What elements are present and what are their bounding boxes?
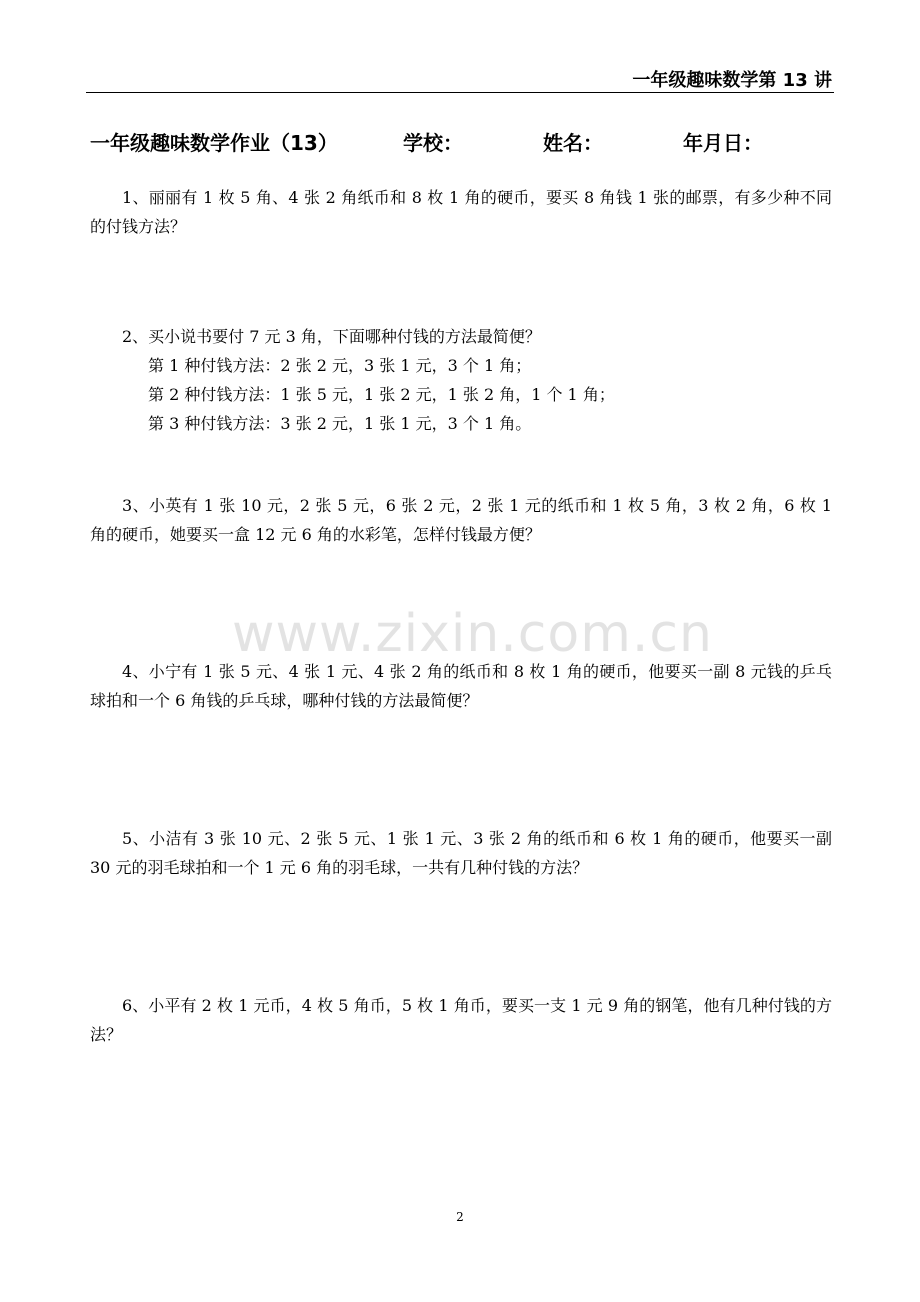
question-5: 5、小洁有 3 张 10 元、2 张 5 元、1 张 1 元、3 张 2 角的纸币和 6 枚 1 角的硬币，他要买一副 30 元的羽毛球拍和一个 1 元 6 角的羽毛球，一共有几种付钱的方法？ bbox=[90, 829, 832, 877]
question-2: 2、买小说书要付 7 元 3 角，下面哪种付钱的方法最简便？ bbox=[122, 327, 541, 346]
question-2-option-1: 第 1 种付钱方法：2 张 2 元，3 张 1 元，3 个 1 角； bbox=[148, 356, 532, 375]
question-1: 1、丽丽有 1 枚 5 角、4 张 2 角纸币和 8 枚 1 角的硬币，要买 8 角钱 1 张的邮票，有多少种不同的付钱方法？ bbox=[90, 188, 832, 236]
watermark: www.zixin.com.cn bbox=[232, 604, 713, 664]
page-number: 2 bbox=[456, 1210, 464, 1224]
school-label: 学校： bbox=[403, 131, 463, 155]
date-label: 年月日： bbox=[683, 131, 763, 155]
running-header-title: 一年级趣味数学第 13 讲 bbox=[632, 70, 832, 91]
question-2-option-3: 第 3 种付钱方法：3 张 2 元，1 张 1 元，3 个 1 角。 bbox=[148, 414, 532, 433]
worksheet-title: 一年级趣味数学作业（13） bbox=[90, 131, 338, 155]
question-2-options bbox=[148, 351, 615, 438]
header-rule bbox=[86, 92, 834, 93]
worksheet-title-row bbox=[90, 128, 835, 158]
name-label: 姓名： bbox=[543, 131, 603, 155]
question-3: 3、小英有 1 张 10 元，2 张 5 元，6 张 2 元，2 张 1 元的纸币和 1 枚 5 角，3 枚 2 角，6 枚 1 角的硬币，她要买一盒 12 元 6 角的水彩笔，怎样付钱最方便？ bbox=[90, 496, 832, 544]
question-4: 4、小宁有 1 张 5 元、4 张 1 元、4 张 2 角的纸币和 8 枚 1 角的硬币，他要买一副 8 元钱的乒乓球拍和一个 6 角钱的乒乓球，哪种付钱的方法最简便？ bbox=[90, 662, 832, 710]
question-6: 6、小平有 2 枚 1 元币，4 枚 5 角币，5 枚 1 角币，要买一支 1 元 9 角的钢笔，他有几种付钱的方法？ bbox=[90, 996, 832, 1044]
question-2-option-2: 第 2 种付钱方法：1 张 5 元，1 张 2 元，1 张 2 角，1 个 1 角； bbox=[148, 385, 615, 404]
